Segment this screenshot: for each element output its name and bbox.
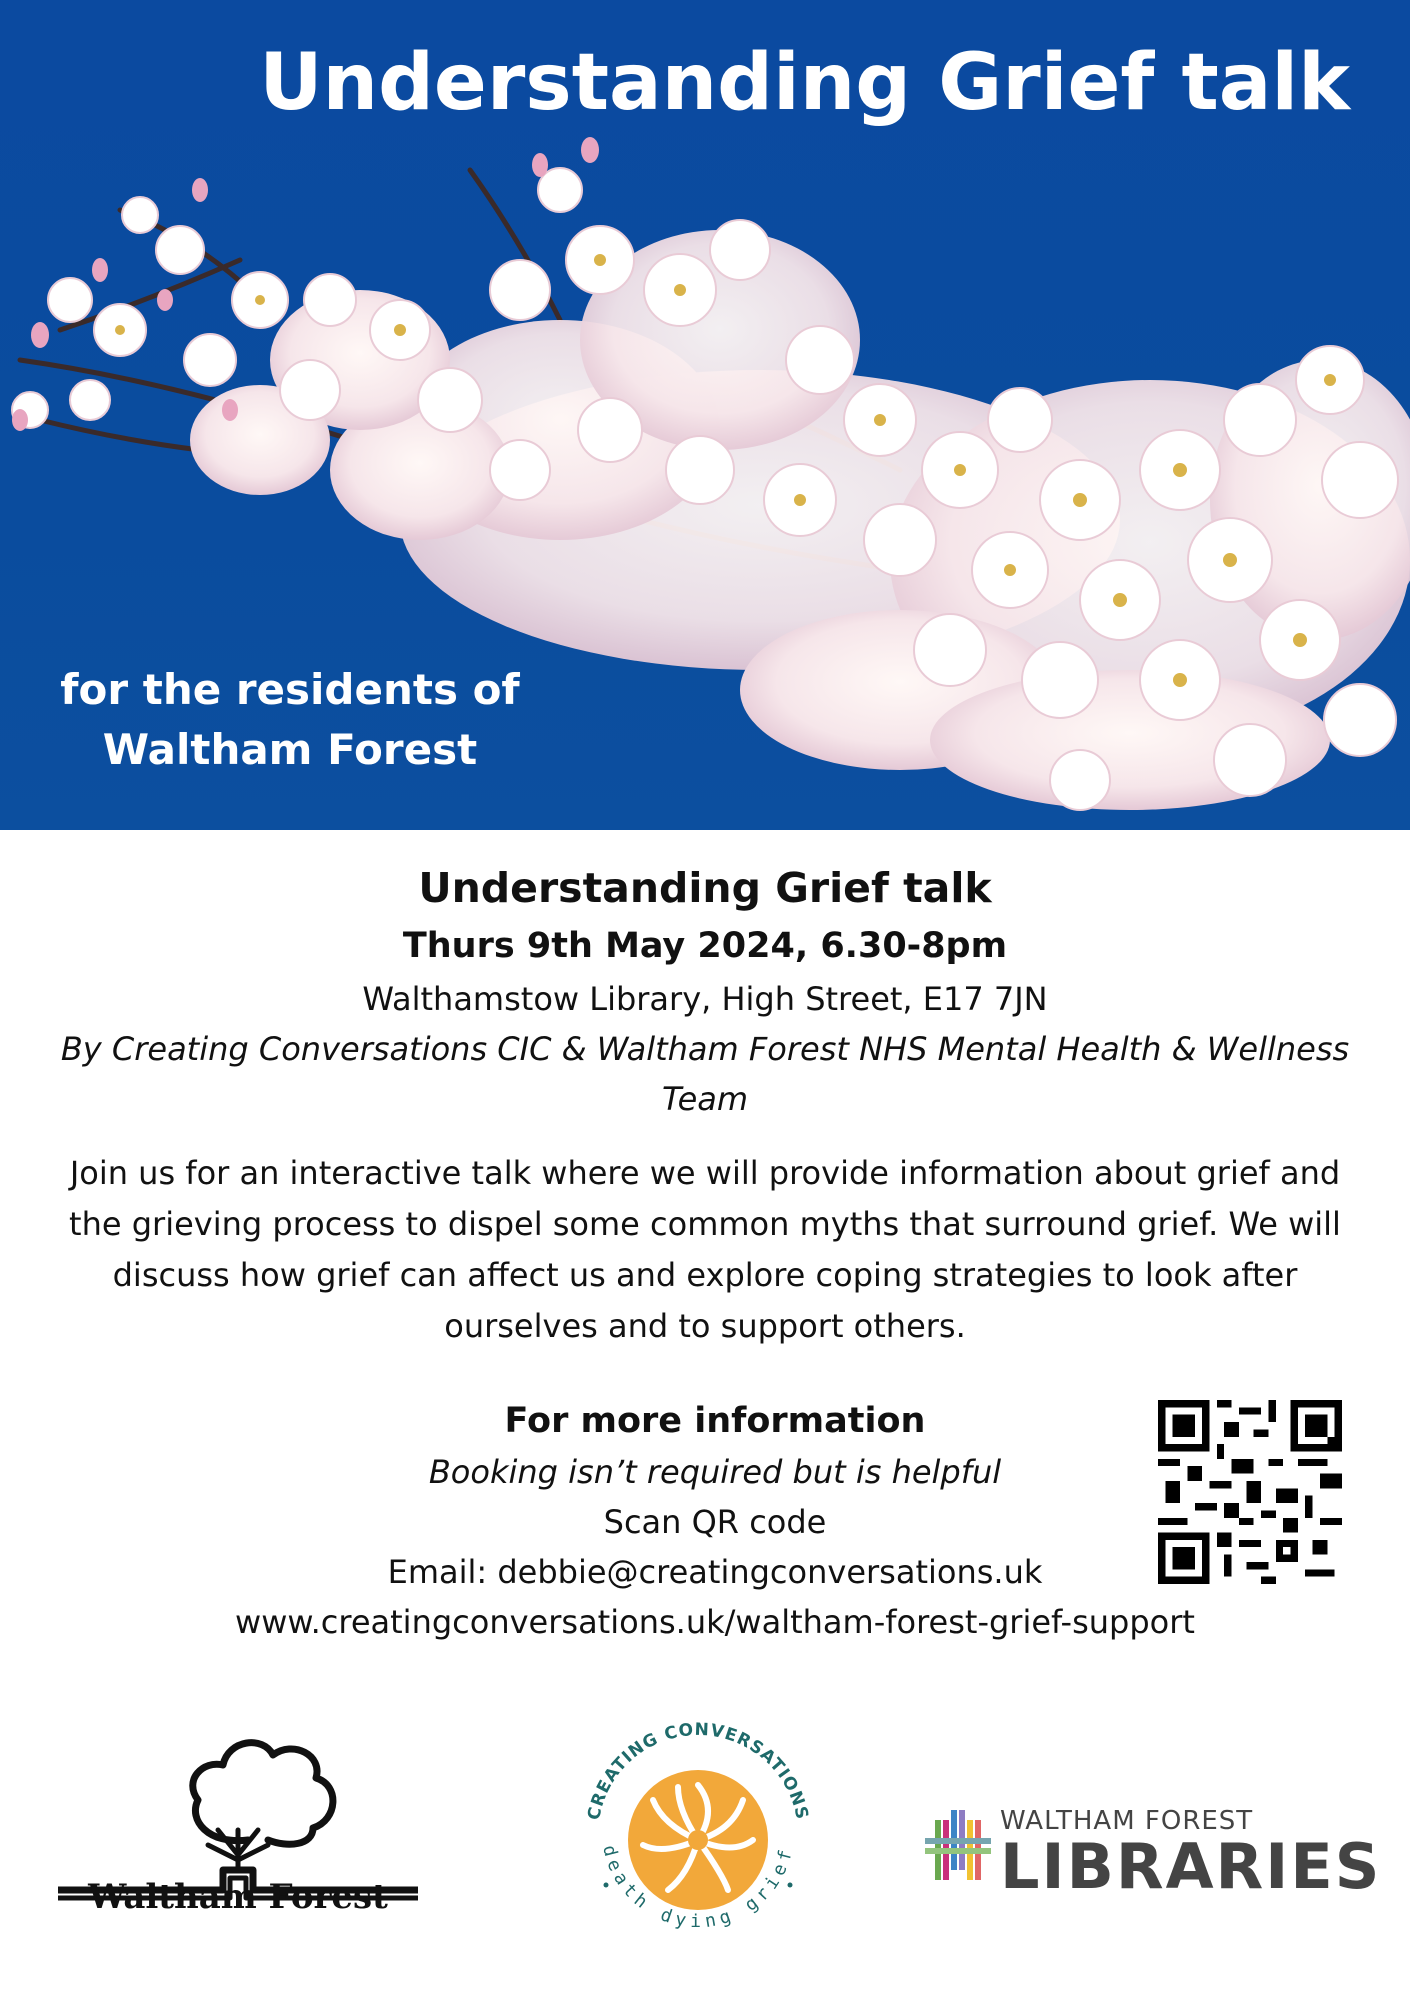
email-line[interactable]: Email: debbie@creatingconversations.uk: [387, 1553, 1043, 1591]
libraries-logo-main-text: LIBRARIES: [1000, 1830, 1382, 1903]
hero-subtitle: [40, 660, 540, 780]
creating-conversations-logo: [568, 1695, 828, 1965]
event-title: Understanding Grief talk: [418, 864, 992, 912]
website-link[interactable]: www.creatingconversations.uk/waltham-forest-grief-support: [235, 1603, 1195, 1641]
event-venue: Walthamstow Library, High Street, E17 7JN: [362, 980, 1048, 1018]
more-info-section: [120, 1395, 1310, 1647]
libraries-logo-top-text: WALTHAM FOREST: [1000, 1806, 1254, 1836]
waltham-forest-logo-text: Waltham Forest: [88, 1877, 388, 1917]
more-info-heading: For more information: [504, 1401, 926, 1441]
qr-code-icon[interactable]: [1158, 1400, 1342, 1584]
cc-logo-top-text: CREATING CONVERSATIONS: [584, 1719, 812, 1822]
event-date: Thurs 9th May 2024, 6.30-8pm: [402, 926, 1008, 966]
hero-title: Understanding Grief talk: [259, 38, 1350, 128]
sun-swirl-icon: [628, 1770, 768, 1910]
hero-banner: [0, 0, 1410, 830]
hero-subtitle-line2: Waltham Forest: [102, 725, 478, 774]
qr-instruction: Scan QR code: [603, 1503, 827, 1541]
event-details: [40, 860, 1370, 1352]
cc-logo-bottom-text: death dying grief: [598, 1843, 798, 1933]
booking-note: Booking isn’t required but is helpful: [428, 1453, 1002, 1491]
event-description: Join us for an interactive talk where we will provide information about grief and the grieving process to dispel some common myths that surround grief. We will discuss how grief can affect us and explore coping strategies to look after ourselves and to support others.: [69, 1154, 1341, 1345]
event-organisers: By Creating Conversations CIC & Waltham Forest NHS Mental Health & Wellness Team: [60, 1030, 1350, 1118]
hero-subtitle-line1: for the residents of: [60, 665, 520, 714]
